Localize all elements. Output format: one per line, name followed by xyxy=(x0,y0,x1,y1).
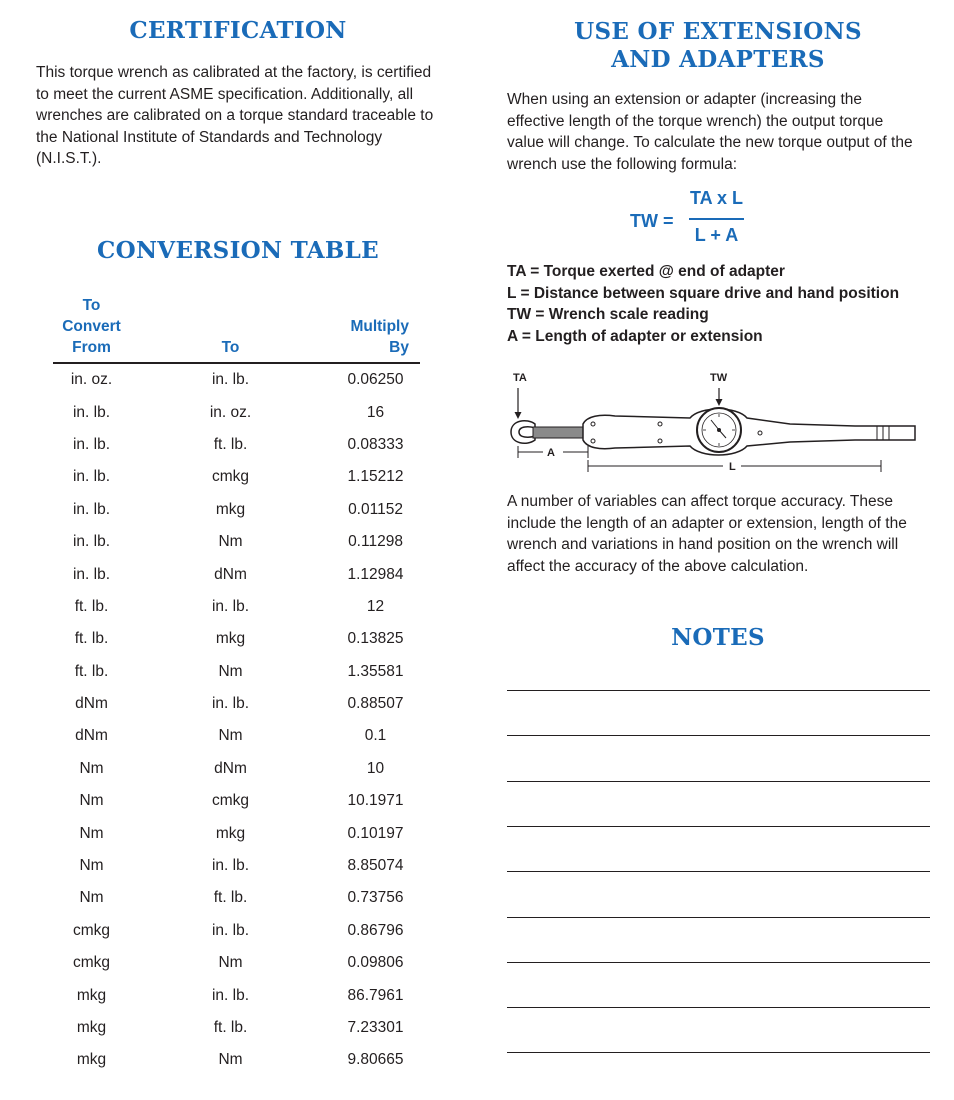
diagram-label-a: A xyxy=(547,447,555,459)
row-from-unit: in. lb. xyxy=(72,435,111,453)
row-from-unit: cmkg xyxy=(72,921,111,939)
row-from-unit: cmkg xyxy=(72,954,111,972)
torque-formula xyxy=(630,188,780,250)
row-to-unit: dNm xyxy=(214,565,247,583)
row-multiplier: 8.85074 xyxy=(347,857,404,875)
conversion-table-header-row xyxy=(53,295,420,363)
formula-lhs: TW = xyxy=(630,211,674,231)
header-multiply xyxy=(331,295,420,363)
header-to: To xyxy=(130,295,331,363)
extensions-text: When using an extension or adapter (increasing the effective length of the torque wrench) the output torque value will change. To calculate the new torque output of the wrench use the following formula: xyxy=(507,91,913,173)
row-from-unit: Nm xyxy=(79,889,104,907)
row-multiplier: 10.1971 xyxy=(347,792,404,810)
table-row xyxy=(53,817,420,849)
legend-item-tw: TW = Wrench scale reading xyxy=(507,306,709,324)
adapter-open-end-icon xyxy=(511,421,583,444)
certification-heading: CERTIFICATION xyxy=(129,17,347,44)
dimension-a xyxy=(518,446,588,459)
row-multiplier: 0.86796 xyxy=(347,921,404,939)
diagram-label-l: L xyxy=(729,461,736,473)
conversion-table xyxy=(53,295,420,1077)
row-to-unit: in. oz. xyxy=(209,403,252,421)
extensions-heading-line1: USE OF EXTENSIONS xyxy=(574,18,862,45)
notes-line[interactable] xyxy=(507,871,930,872)
variables-text: A number of variables can affect torque accuracy. These include the length of an adapter or extension, length of the wrench and variations in hand position on the wrench will affect the accuracy of the above calculation. xyxy=(507,493,907,575)
extensions-heading xyxy=(508,18,928,74)
wrench-diagram xyxy=(505,368,920,478)
row-multiplier: 7.23301 xyxy=(347,1019,404,1036)
notes-line[interactable] xyxy=(507,735,930,736)
notes-line[interactable] xyxy=(507,826,930,827)
row-multiplier: 0.01152 xyxy=(348,500,403,518)
row-multiplier: 1.15212 xyxy=(347,468,404,486)
row-multiplier: 0.1 xyxy=(364,727,387,745)
table-row xyxy=(53,461,420,493)
row-to-unit: in. lb. xyxy=(211,597,250,615)
row-from-unit: in. lb. xyxy=(72,500,111,518)
row-from-unit: mkg xyxy=(76,1051,107,1069)
legend-item-a: A = Length of adapter or extension xyxy=(507,327,763,345)
row-to-unit: in. lb. xyxy=(211,857,250,875)
table-row xyxy=(53,526,420,558)
table-row xyxy=(53,429,420,461)
notes-line[interactable] xyxy=(507,1052,930,1053)
row-from-unit: in. lb. xyxy=(72,468,111,486)
header-multiply-line1: Multiply xyxy=(350,318,409,335)
row-to-unit: ft. lb. xyxy=(213,889,248,907)
formula-legend xyxy=(507,261,937,347)
row-multiplier: 0.73756 xyxy=(347,889,404,907)
row-multiplier: 0.13825 xyxy=(347,630,404,648)
row-to-unit: in. lb. xyxy=(211,921,250,939)
table-row xyxy=(53,979,420,1011)
row-multiplier: 0.11298 xyxy=(348,533,403,551)
conversion-table-heading: CONVERSION TABLE xyxy=(97,237,379,264)
table-row xyxy=(53,915,420,947)
table-row xyxy=(53,850,420,882)
notes-line[interactable] xyxy=(507,917,930,918)
table-row xyxy=(53,494,420,526)
notes-heading: NOTES xyxy=(671,624,765,651)
dimension-l xyxy=(588,460,881,473)
row-multiplier: 1.12984 xyxy=(347,565,404,583)
legend-item-ta: TA = Torque exerted @ end of adapter xyxy=(507,263,785,280)
row-from-unit: in. oz. xyxy=(70,371,113,389)
table-row xyxy=(53,1012,420,1044)
row-to-unit: mkg xyxy=(215,824,246,842)
arrow-ta-icon xyxy=(515,388,522,419)
table-row xyxy=(53,720,420,752)
row-to-unit: cmkg xyxy=(211,468,250,486)
row-to-unit: in. lb. xyxy=(211,695,250,713)
row-from-unit: in. lb. xyxy=(72,533,111,551)
table-row xyxy=(53,785,420,817)
row-from-unit: ft. lb. xyxy=(74,630,109,648)
conversion-table-body xyxy=(53,363,420,1077)
row-to-unit: in. lb. xyxy=(211,371,250,389)
table-row xyxy=(53,688,420,720)
row-to-unit: ft. lb. xyxy=(213,1019,248,1036)
table-row xyxy=(53,656,420,688)
table-row xyxy=(53,591,420,623)
row-from-unit: ft. lb. xyxy=(74,597,109,615)
notes-line[interactable] xyxy=(507,781,930,782)
row-from-unit: mkg xyxy=(76,986,107,1004)
extensions-heading-line2: AND ADAPTERS xyxy=(611,46,825,73)
arrow-tw-icon xyxy=(716,388,723,406)
row-multiplier: 10 xyxy=(366,759,385,777)
row-from-unit: in. lb. xyxy=(72,403,111,421)
row-from-unit: Nm xyxy=(79,792,104,810)
row-to-unit: Nm xyxy=(218,954,243,972)
notes-line[interactable] xyxy=(507,1007,930,1008)
header-from-line1: To Convert xyxy=(62,297,121,335)
row-multiplier: 86.7961 xyxy=(347,986,404,1004)
row-multiplier: 16 xyxy=(366,403,385,421)
table-row xyxy=(53,1044,420,1076)
row-from-unit: Nm xyxy=(79,759,104,777)
row-multiplier: 0.88507 xyxy=(347,695,404,713)
row-multiplier: 9.80665 xyxy=(347,1051,404,1069)
certification-text: This torque wrench as calibrated at the factory, is certified to meet the current ASME specification. Additionally, all wrenches are calibrated on a torque standard traceable to the National Institute of Standards and Technology (N.I.S.T.). xyxy=(36,64,434,168)
formula-numerator: TA x L xyxy=(690,188,743,208)
header-from-line2: From xyxy=(72,339,111,356)
row-multiplier: 0.08333 xyxy=(347,435,404,453)
row-to-unit: Nm xyxy=(218,727,243,745)
dial-gauge-icon xyxy=(697,408,741,452)
row-to-unit: in. lb. xyxy=(211,986,250,1004)
notes-line[interactable] xyxy=(507,690,930,691)
row-from-unit: ft. lb. xyxy=(74,662,109,680)
row-multiplier: 0.09806 xyxy=(347,954,404,972)
row-to-unit: ft. lb. xyxy=(213,435,248,453)
table-row xyxy=(53,753,420,785)
row-multiplier: 1.35581 xyxy=(347,662,404,680)
row-to-unit: mkg xyxy=(215,630,246,648)
row-from-unit: dNm xyxy=(75,695,108,713)
table-row xyxy=(53,396,420,428)
diagram-label-ta: TA xyxy=(513,372,527,384)
formula-fraction-bar xyxy=(689,218,744,220)
row-to-unit: dNm xyxy=(214,759,247,777)
header-from xyxy=(53,295,130,363)
row-from-unit: Nm xyxy=(79,824,104,842)
row-to-unit: Nm xyxy=(218,533,243,551)
row-multiplier: 0.10197 xyxy=(347,824,404,842)
row-from-unit: mkg xyxy=(76,1019,107,1036)
row-to-unit: mkg xyxy=(215,500,246,518)
diagram-label-tw: TW xyxy=(710,372,728,384)
legend-item-l: L = Distance between square drive and hand position xyxy=(507,284,900,302)
formula-denominator: L + A xyxy=(694,225,739,245)
row-from-unit: Nm xyxy=(79,857,104,875)
table-row xyxy=(53,623,420,655)
row-to-unit: Nm xyxy=(218,662,243,680)
row-from-unit: in. lb. xyxy=(72,565,111,583)
table-row xyxy=(53,882,420,914)
row-to-unit: cmkg xyxy=(211,792,250,810)
table-row xyxy=(53,363,420,396)
row-multiplier: 0.06250 xyxy=(347,371,404,389)
table-row xyxy=(53,947,420,979)
row-to-unit: Nm xyxy=(218,1051,243,1069)
header-multiply-line2: By xyxy=(389,339,409,356)
notes-line[interactable] xyxy=(507,962,930,963)
row-multiplier: 12 xyxy=(366,597,385,615)
wrench-body-icon xyxy=(583,409,915,455)
table-row xyxy=(53,558,420,590)
row-from-unit: dNm xyxy=(75,727,108,745)
